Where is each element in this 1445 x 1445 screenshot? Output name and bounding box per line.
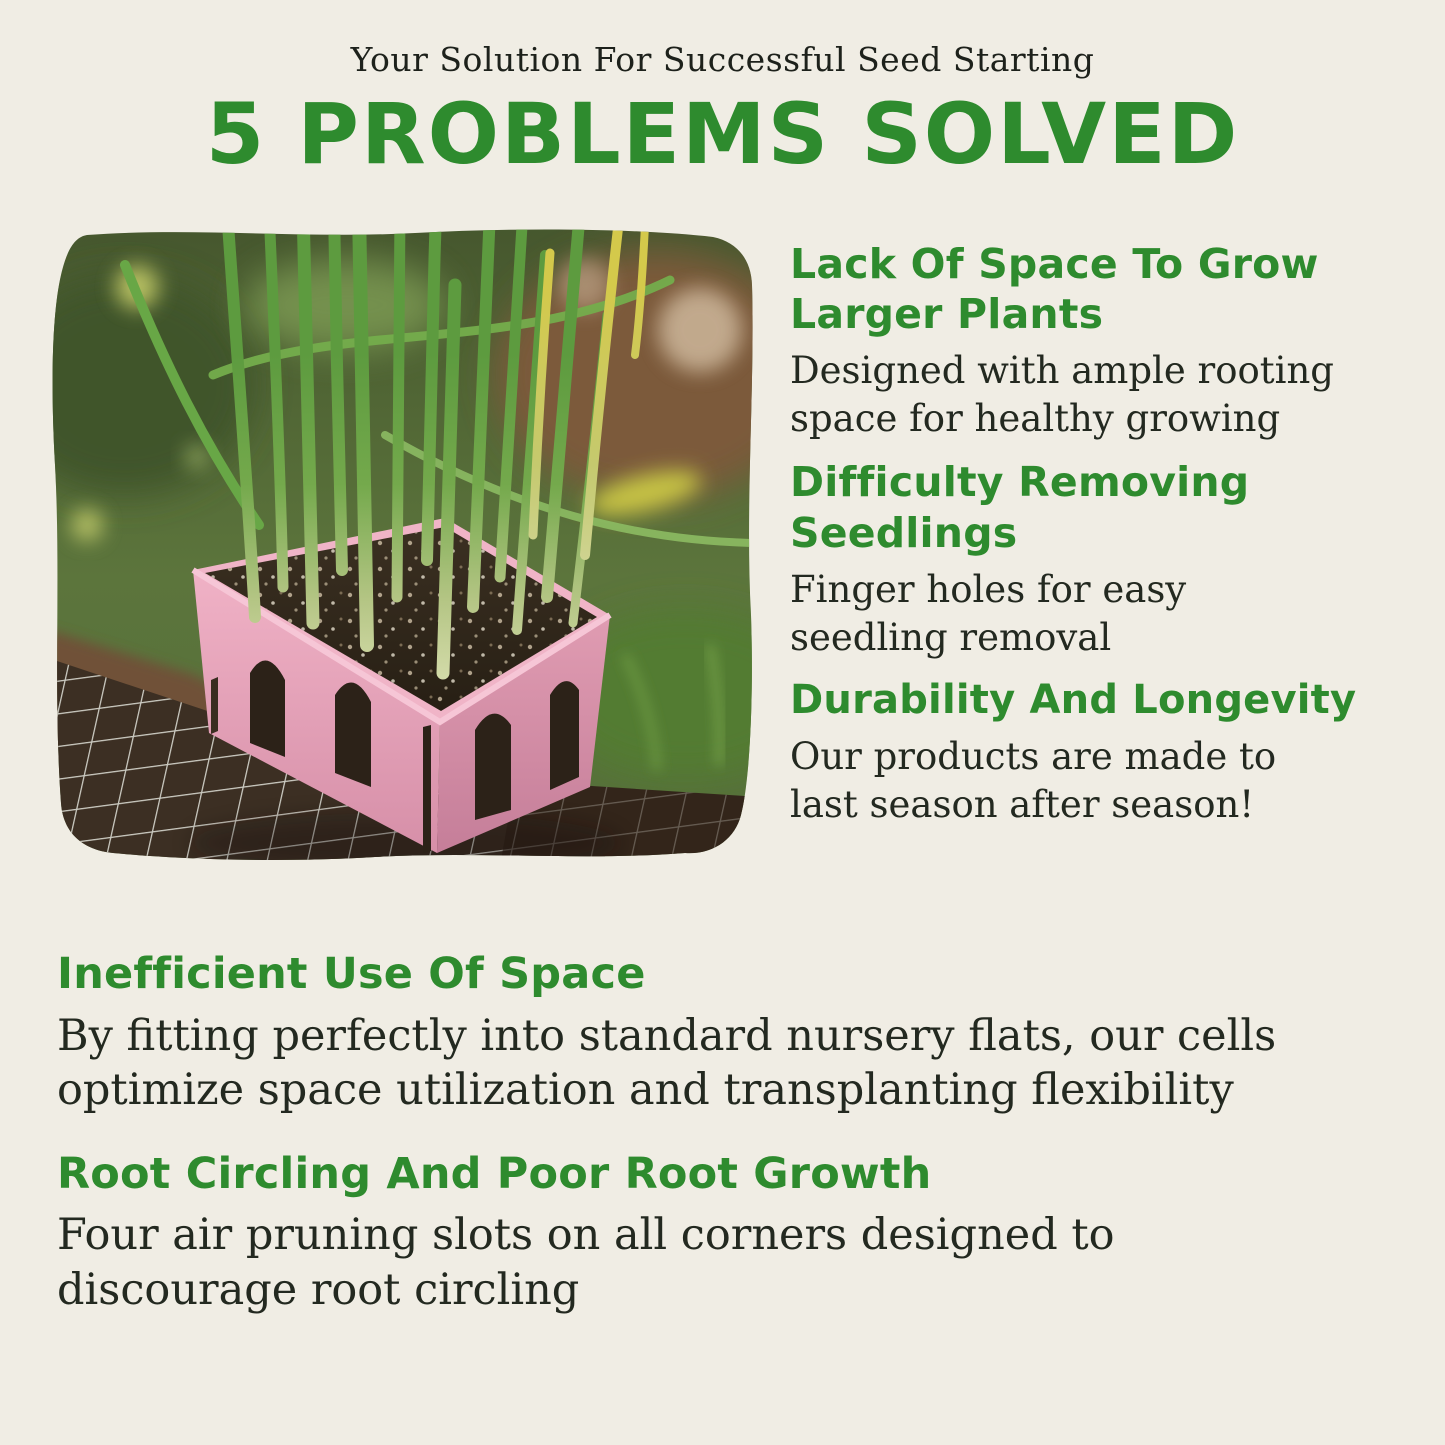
main-row [0, 225, 1445, 866]
problem-body: Our products are made to last season after season! [790, 734, 1277, 826]
problem-block-durability [790, 676, 1435, 829]
problem-heading: Root Circling And Poor Root Growth [57, 1148, 932, 1199]
problem-body: Designed with ample rooting space for healthy growing [790, 349, 1334, 441]
problem-body: Four air pruning slots on all corners designed to discourage root circling [57, 1210, 1115, 1315]
problem-block-removing-seedlings [790, 457, 1435, 661]
bottom-section [57, 948, 1445, 1317]
problem-block-lack-of-space [790, 239, 1435, 443]
page-title: 5 PROBLEMS SOLVED [205, 84, 1240, 183]
right-column [790, 225, 1435, 842]
product-photo [45, 225, 760, 866]
problem-body: By fitting perfectly into standard nursery flats, our cells optimize space utilization and transplanting flexibility [57, 1010, 1277, 1116]
problem-heading: Durability And Longevity [790, 676, 1357, 723]
header [0, 0, 1445, 183]
problem-heading: Difficulty Removing Seedlings [790, 458, 1250, 557]
problem-block-inefficient-space [57, 948, 1445, 1118]
photo-illustration [45, 225, 760, 866]
page-subtitle: Your Solution For Successful Seed Starting [350, 40, 1095, 79]
problem-heading: Lack Of Space To Grow Larger Plants [790, 240, 1319, 339]
problem-block-root-circling [57, 1148, 1445, 1318]
problem-heading: Inefficient Use Of Space [57, 949, 646, 1000]
problem-body: Finger holes for easy seedling removal [790, 567, 1187, 659]
